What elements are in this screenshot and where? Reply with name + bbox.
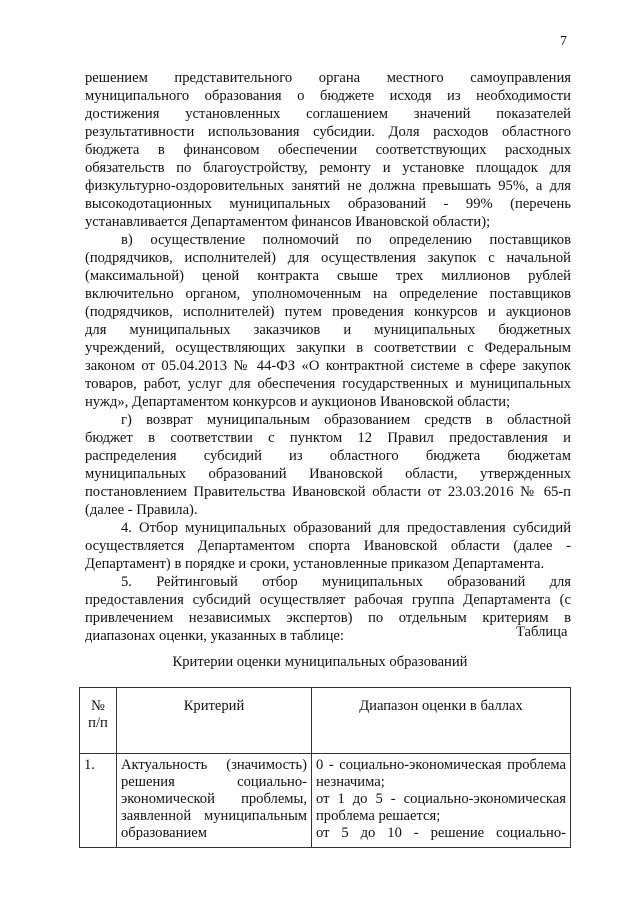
table-row [80, 754, 571, 848]
criterion-line: решения социально- [121, 774, 307, 790]
text-line: распределения субсидий из областного бюджета бюджетам [85, 448, 571, 464]
text-line: предоставления субсидий осуществляет рабочая группа Департамента (с [85, 592, 571, 608]
text-line: привлечением независимых экспертов) по отдельным критериям в [85, 610, 571, 626]
text-line: г) возврат муниципальным образованием средств в областной [121, 412, 571, 428]
text-line: нужд», Департаментом конкурсов и аукционов Ивановской области; [85, 394, 511, 410]
range-line: от 5 до 10 - решение социально- [316, 825, 566, 841]
range-line: незначима; [316, 774, 385, 790]
text-line: (далее - Правила). [85, 502, 198, 518]
text-line: достижения установленных соглашением значений показателей [85, 106, 571, 122]
text-line: бюджета в финансовом обеспечении соответствующих расходных [85, 142, 571, 158]
text-line: обязательств по благоустройству, ремонту и установке площадок для [85, 160, 571, 176]
text-line: товаров, работ, услуг для обеспечения государственных и муниципальных [85, 376, 571, 392]
criterion-line: заявленной муниципальным [121, 808, 307, 824]
text-line: 4. Отбор муниципальных образований для предоставления субсидий [121, 520, 571, 536]
header-num-line: п/п [88, 715, 108, 731]
range-line: проблема решается; [316, 808, 441, 824]
text-line: муниципальных образований Ивановской области, утвержденных [85, 466, 571, 482]
range-line: 0 - социально-экономическая проблема [316, 757, 566, 773]
text-line: решением представительного органа местного самоуправления [85, 70, 571, 86]
table-header-row [80, 688, 571, 754]
text-line: устанавливается Департаментом финансов Ивановской области); [85, 214, 491, 230]
range-line: от 1 до 5 - социально-экономическая [316, 791, 566, 807]
header-range: Диапазон оценки в баллах [312, 688, 571, 754]
criteria-table [79, 687, 571, 848]
text-line: 5. Рейтинговый отбор муниципальных образований для [121, 574, 571, 590]
row-criterion [117, 754, 312, 848]
header-num [80, 688, 117, 754]
row-range [312, 754, 571, 848]
text-line: Департамент) в порядке и сроки, установленные приказом Департамента. [85, 556, 545, 572]
text-line: для муниципальных заказчиков и муниципальных бюджетных [85, 322, 571, 338]
row-num: 1. [80, 754, 117, 848]
text-line: осуществляется Департаментом спорта Ивановской области (далее - [85, 538, 571, 554]
page-number: 7 [560, 34, 567, 49]
text-line: (подрядчиков, исполнителей) путем проведения конкурсов и аукционов [85, 304, 571, 320]
header-num-line: № [91, 698, 105, 714]
table-label: Таблица [516, 624, 568, 640]
header-criterion: Критерий [117, 688, 312, 754]
text-line: результативности использования субсидии. Доля расходов областного [85, 124, 571, 140]
table-title: Критерии оценки муниципальных образований [172, 654, 468, 670]
criterion-line: Актуальность (значимость) [121, 757, 307, 773]
criterion-line: образованием [121, 825, 207, 841]
criterion-line: экономической проблемы, [121, 791, 307, 807]
text-line: в) осуществление полномочий по определению поставщиков [121, 232, 571, 248]
text-line: бюджет в соответствии с пунктом 12 Правил предоставления и [85, 430, 571, 446]
text-line: диапазонах оценки, указанных в таблице: [85, 628, 344, 644]
text-line: физкультурно-оздоровительных занятий не должна превышать 95%, а для [85, 178, 571, 194]
text-line: включительно органом, уполномоченным на определение поставщиков [85, 286, 571, 302]
text-line: (максимальной) ценой контракта свыше трех миллионов рублей [85, 268, 571, 284]
text-line: постановлением Правительства Ивановской области от 23.03.2016 № 65-п [85, 484, 571, 500]
text-line: высокодотационных муниципальных образований - 99% (перечень [85, 196, 571, 212]
text-line: законом от 05.04.2013 № 44-ФЗ «О контрактной системе в сфере закупок [85, 358, 571, 374]
text-line: (подрядчиков, исполнителей) для осуществления закупок с начальной [85, 250, 571, 266]
text-line: учреждений, осуществляющих закупки в соответствии с Федеральным [85, 340, 571, 356]
text-line: муниципального образования о бюджете исходя из необходимости [85, 88, 571, 104]
